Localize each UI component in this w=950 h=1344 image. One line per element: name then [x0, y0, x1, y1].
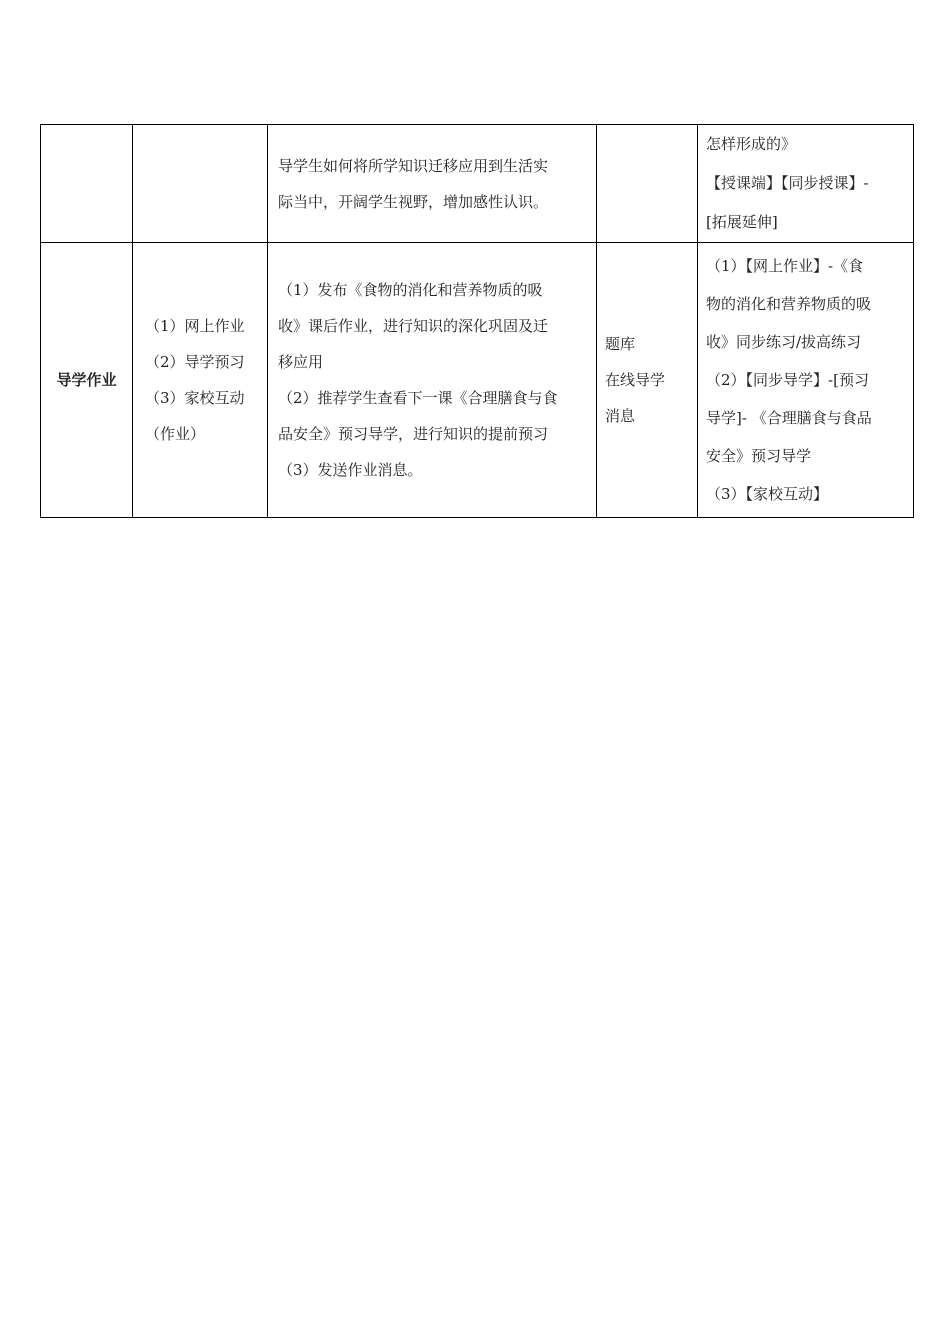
tools-cell	[698, 243, 914, 518]
lesson-plan-table	[40, 124, 914, 518]
activity-line: （2）导学预习	[145, 353, 245, 371]
table-row	[41, 125, 914, 243]
resources-cell	[597, 125, 698, 243]
content-line: 移应用	[278, 353, 324, 371]
tools-line: 收》同步练习/拔高练习	[706, 333, 862, 351]
activity-line: （作业）	[145, 425, 206, 443]
content-line: （2）推荐学生查看下一课《合理膳食与食	[278, 389, 558, 407]
resource-line: 消息	[605, 407, 636, 425]
tools-line: 【授课端】【同步授课】-	[706, 174, 869, 192]
tools-line: （3）【家校互动】	[706, 485, 829, 503]
activity-cell	[133, 125, 268, 243]
content-line: 收》课后作业，进行知识的深化巩固及迁	[278, 317, 549, 335]
resources-cell	[597, 243, 698, 518]
resource-line: 在线导学	[605, 371, 666, 389]
content-cell	[268, 243, 597, 518]
activity-line: （3）家校互动	[145, 389, 245, 407]
content-cell	[268, 125, 597, 243]
content-line: 导学生如何将所学知识迁移应用到生活实	[278, 156, 549, 175]
tools-line: （1）【网上作业】-《食	[706, 257, 864, 275]
tools-line: 物的消化和营养物质的吸	[706, 295, 872, 313]
content-line: 品安全》预习导学，进行知识的提前预习	[278, 425, 549, 443]
content-line: 际当中，开阔学生视野，增加感性认识。	[278, 192, 549, 211]
tools-line: [拓展延伸]	[706, 213, 778, 231]
tools-cell	[698, 125, 914, 243]
resource-line: 题库	[605, 335, 636, 353]
content-line: （1）发布《食物的消化和营养物质的吸	[278, 281, 543, 299]
tools-line: 怎样形成的》	[706, 135, 797, 153]
tools-line: 安全》预习导学	[706, 447, 812, 465]
stage-cell	[41, 125, 133, 243]
stage-cell	[41, 243, 133, 518]
tools-line: （2）【同步导学】-[预习	[706, 371, 869, 389]
stage-label: 导学作业	[56, 371, 117, 389]
content-line: （3）发送作业消息。	[278, 461, 423, 479]
table-row	[41, 243, 914, 518]
activity-line: （1）网上作业	[145, 317, 245, 335]
tools-line: 导学]- 《合理膳食与食品	[706, 409, 872, 427]
activity-cell	[133, 243, 268, 518]
